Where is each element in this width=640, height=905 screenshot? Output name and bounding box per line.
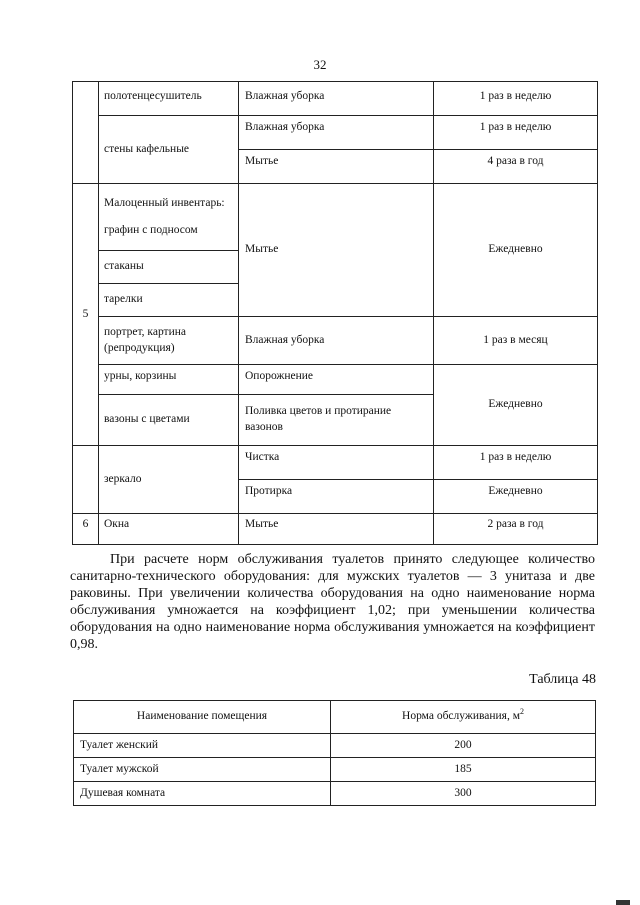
unit-superscript: 2	[519, 707, 524, 717]
work-line: Поливка цветов и протирание	[245, 405, 392, 418]
table-row	[74, 758, 596, 782]
item-cell: стаканы	[99, 251, 239, 284]
room-cell: Душевая комната	[74, 782, 331, 806]
cleaning-schedule-table	[72, 81, 598, 545]
norm-cell: 185	[331, 758, 596, 782]
row-number-cell: 5	[73, 184, 99, 446]
table-row	[74, 734, 596, 758]
work-cell: Влажная уборка	[239, 317, 434, 365]
work-cell: Опорожнение	[239, 365, 434, 395]
work-cell: Чистка	[239, 446, 434, 480]
item-cell: урны, корзины	[99, 365, 239, 395]
table-row	[73, 317, 598, 365]
item-line: Малоценный инвентарь:	[104, 196, 225, 209]
frequency-cell: 1 раз в неделю	[434, 446, 598, 480]
work-cell: Влажная уборка	[239, 116, 434, 150]
item-cell: полотенцесушитель	[99, 82, 239, 116]
table-row	[73, 365, 598, 395]
work-cell: Протирка	[239, 480, 434, 514]
item-cell: стены кафельные	[99, 116, 239, 184]
frequency-cell: 1 раз в неделю	[434, 82, 598, 116]
table-row	[73, 514, 598, 545]
work-cell: Влажная уборка	[239, 82, 434, 116]
item-cell	[99, 184, 239, 251]
frequency-cell: 1 раз в неделю	[434, 116, 598, 150]
item-cell	[99, 317, 239, 365]
norm-cell: 200	[331, 734, 596, 758]
norm-header-text: Норма обслуживания, м	[402, 710, 520, 723]
work-line: вазонов	[245, 421, 283, 433]
row-number-cell	[73, 446, 99, 514]
frequency-cell: Ежедневно	[434, 480, 598, 514]
table-row	[73, 116, 598, 150]
item-cell: тарелки	[99, 284, 239, 317]
work-cell: Мытье	[239, 514, 434, 545]
item-cell: зеркало	[99, 446, 239, 514]
frequency-cell: 1 раз в месяц	[434, 317, 598, 365]
table-row	[73, 446, 598, 480]
table-row	[73, 82, 598, 116]
table-caption: Таблица 48	[529, 672, 596, 687]
norm-cell: 300	[331, 782, 596, 806]
column-header-room: Наименование помещения	[74, 701, 331, 734]
body-paragraph: При расчете норм обслуживания туалетов принято следующее количество санитарно-технического оборудования: для мужских туалетов — 3 унитаза и две раковины. При увеличении количества оборудования на одно наименование норма обслуживания умножается на коэффициент 1,02; при уменьшении количества оборудования на одно наименование норма обслуживания умножается на коэффициент 0,98.	[70, 552, 595, 652]
item-line: (репродукция)	[104, 341, 175, 354]
frequency-cell: 4 раза в год	[434, 150, 598, 184]
frequency-cell: Ежедневно	[434, 184, 598, 317]
room-cell: Туалет мужской	[74, 758, 331, 782]
item-line: графин с подносом	[104, 223, 198, 236]
frequency-cell: Ежедневно	[434, 365, 598, 446]
row-number-cell: 6	[73, 514, 99, 545]
table-header-row	[74, 701, 596, 734]
row-number-cell	[73, 82, 99, 184]
work-cell: Мытье	[239, 150, 434, 184]
item-cell: вазоны с цветами	[99, 395, 239, 446]
room-cell: Туалет женский	[74, 734, 331, 758]
work-cell	[239, 395, 434, 446]
item-line: портрет, картина	[104, 325, 186, 338]
column-header-norm	[331, 701, 596, 734]
service-norms-table	[73, 700, 596, 806]
work-cell: Мытье	[239, 184, 434, 317]
item-cell: Окна	[99, 514, 239, 545]
table-row	[73, 184, 598, 251]
page-number: 32	[313, 57, 327, 72]
table-row	[74, 782, 596, 806]
scan-artifact	[616, 900, 630, 905]
frequency-cell: 2 раза в год	[434, 514, 598, 545]
